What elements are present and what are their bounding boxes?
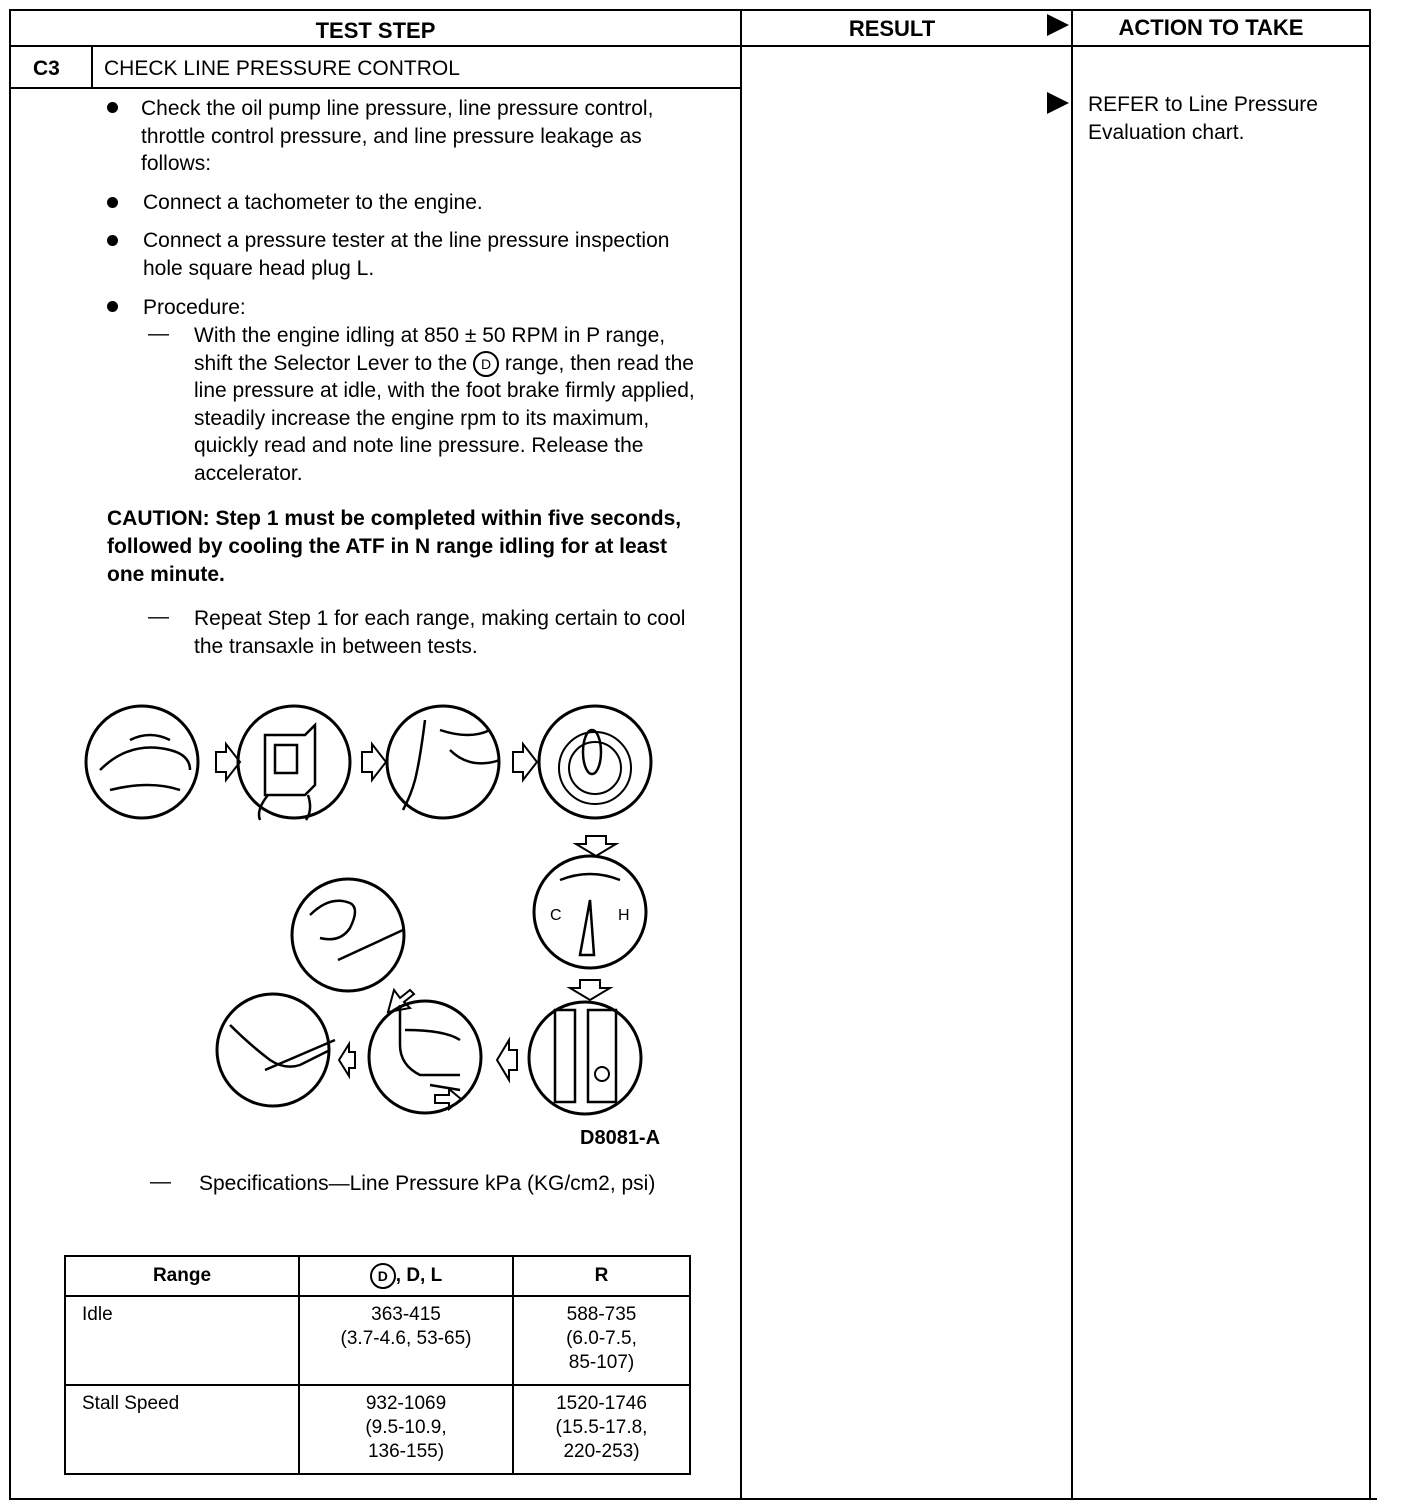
bullet-icon bbox=[107, 197, 118, 208]
procedure-step-1 bbox=[194, 322, 709, 487]
table-cell-range: Stall Speed bbox=[65, 1385, 299, 1474]
action-arrow-icon bbox=[1047, 92, 1069, 114]
circled-d-icon: D bbox=[370, 1263, 396, 1289]
bullet-connect-tachometer: Connect a tachometer to the engine. bbox=[143, 191, 483, 214]
circled-d-icon: D bbox=[473, 351, 499, 377]
pressure-gauge-hose-illustration bbox=[387, 706, 500, 818]
table-row bbox=[65, 1385, 690, 1474]
action-refer-text: REFER to Line Pressure Evaluation chart. bbox=[1088, 93, 1318, 144]
gauge-c-label: C bbox=[550, 907, 562, 924]
dash-glyph: — bbox=[150, 1170, 171, 1193]
arrow-down-icon bbox=[576, 836, 616, 856]
specifications-heading: Specifications—Line Pressure kPa (KG/cm2, psi) bbox=[199, 1172, 656, 1195]
table-header-row bbox=[65, 1256, 690, 1296]
bullet-procedure: Procedure: bbox=[143, 296, 246, 319]
step-code: C3 bbox=[33, 57, 60, 80]
temperature-gauge-illustration bbox=[534, 856, 646, 968]
arrow-right-icon bbox=[513, 744, 537, 780]
col-divider-2 bbox=[1071, 9, 1073, 1498]
ignition-switch-illustration bbox=[539, 706, 651, 818]
foot-pedals-illustration bbox=[369, 1001, 481, 1113]
table-cell-r: 1520-1746 (15.5-17.8, 220-253) bbox=[513, 1385, 690, 1474]
step-title: CHECK LINE PRESSURE CONTROL bbox=[104, 57, 460, 80]
bullet-connect-tester: Connect a pressure tester at the line pressure inspection hole square head plug L. bbox=[143, 229, 670, 280]
caution-note: CAUTION: Step 1 must be completed within five seconds, followed by cooling the ATF in N range idling for at least one minute. bbox=[107, 507, 682, 586]
frame-left bbox=[9, 9, 11, 1500]
frame-top bbox=[9, 9, 1371, 11]
dash-glyph: — bbox=[148, 605, 169, 628]
tachometer-illustration bbox=[238, 706, 350, 820]
procedure-repeat-step: Repeat Step 1 for each range, making certain to cool the transaxle in between tests. bbox=[194, 607, 686, 658]
selector-lever-illustration bbox=[529, 1002, 641, 1114]
procedure-illustration bbox=[80, 700, 680, 1140]
hand-key-illustration bbox=[86, 706, 198, 818]
arrow-right-icon bbox=[216, 744, 240, 780]
table-cell-dl: 363-415 (3.7-4.6, 53-65) bbox=[299, 1296, 513, 1385]
bullet-icon bbox=[107, 301, 118, 312]
figure-id: D8081-A bbox=[580, 1127, 661, 1149]
arrow-left-icon bbox=[339, 1044, 355, 1076]
table-header-d-range: D , D, L bbox=[299, 1256, 513, 1296]
dash-glyph: — bbox=[148, 322, 169, 345]
table-header-r: R bbox=[513, 1256, 690, 1296]
table-row bbox=[65, 1296, 690, 1385]
frame-right bbox=[1369, 9, 1371, 1500]
header-rule bbox=[9, 45, 1371, 47]
step-code-divider bbox=[91, 45, 93, 89]
procedure-step-1-end: range, then read the line pressure at idle, with the foot brake firmly applied, steadily increase the engine rpm to its maximum, quickly read and note line pressure. Release the accelerator. bbox=[194, 351, 695, 485]
arrow-up-left-icon bbox=[388, 990, 414, 1012]
col-divider-1 bbox=[740, 9, 742, 1498]
foot-release-illustration bbox=[217, 994, 335, 1106]
arrow-down-icon bbox=[570, 980, 610, 1000]
step-title-rule bbox=[9, 87, 742, 89]
bullet-icon bbox=[107, 235, 118, 246]
header-action: ACTION TO TAKE bbox=[1118, 15, 1304, 40]
line-pressure-spec-table bbox=[64, 1255, 691, 1475]
procedure-step-1-start: With the engine idling at 850 ± 50 RPM in P range, shift the Selector Lever to the bbox=[194, 324, 666, 375]
table-cell-r: 588-735 (6.0-7.5, 85-107) bbox=[513, 1296, 690, 1385]
table-cell-range: Idle bbox=[65, 1296, 299, 1385]
gauge-h-label: H bbox=[618, 907, 630, 924]
header-arrow-icon bbox=[1047, 14, 1069, 36]
arrow-right-icon bbox=[362, 744, 386, 780]
header-result: RESULT bbox=[848, 16, 936, 41]
arrow-left-icon bbox=[497, 1040, 517, 1080]
foot-pedal-illustration bbox=[292, 879, 404, 991]
header-test-step: TEST STEP bbox=[315, 18, 436, 43]
bullet-check-oil-pump: Check the oil pump line pressure, line pressure control, throttle control pressure, and line pressure leakage as follows: bbox=[141, 97, 654, 175]
table-header-range: Range bbox=[65, 1256, 299, 1296]
bullet-icon bbox=[107, 102, 118, 113]
table-cell-dl: 932-1069 (9.5-10.9, 136-155) bbox=[299, 1385, 513, 1474]
frame-bottom bbox=[9, 1498, 1377, 1500]
